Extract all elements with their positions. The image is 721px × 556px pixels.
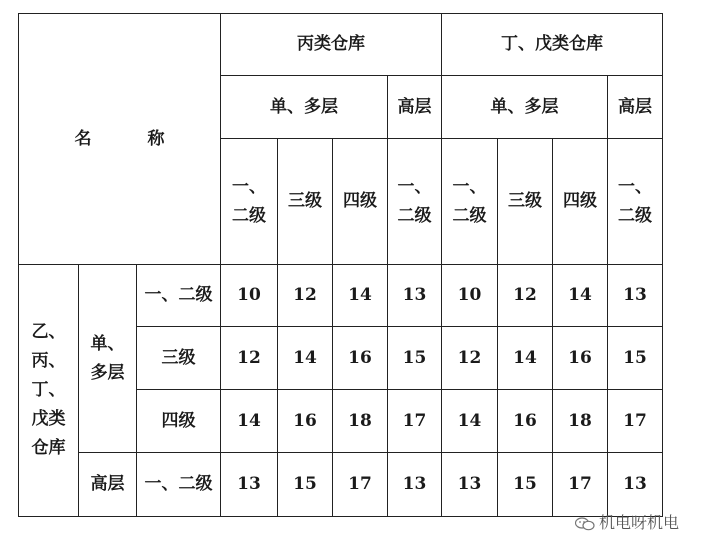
row-grade-label: 四级: [137, 390, 221, 453]
table-cell: 17: [333, 453, 388, 517]
table-cell: 14: [498, 327, 553, 390]
table-cell: 15: [278, 453, 333, 517]
table-cell: 12: [498, 265, 553, 327]
grade-header-dingwu-3: 三级: [498, 139, 553, 265]
grade-header-bing-high-12: 一、 二级: [388, 139, 442, 265]
wechat-icon: [575, 517, 595, 531]
row-grade-label: 一、二级: [137, 265, 221, 327]
sub-header-dingwu-multi: 单、多层: [442, 76, 608, 139]
row-high-label: 高层: [79, 453, 137, 517]
table-cell: 10: [221, 265, 278, 327]
grade-header-bing-12: 一、 二级: [221, 139, 278, 265]
row-category-label: 乙、 丙、 丁、 戊类 仓库: [19, 265, 79, 517]
table-cell: 15: [388, 327, 442, 390]
table-cell: 14: [553, 265, 608, 327]
table-cell: 14: [442, 390, 498, 453]
table-cell: 14: [221, 390, 278, 453]
table-cell: 18: [333, 390, 388, 453]
table-cell: 17: [388, 390, 442, 453]
table-cell: 15: [608, 327, 663, 390]
row-multi-label: 单、 多层: [79, 265, 137, 453]
grade-header-dingwu-high-12: 一、 二级: [608, 139, 663, 265]
group-header-bing: 丙类仓库: [221, 14, 442, 76]
table-cell: 12: [278, 265, 333, 327]
watermark: [575, 510, 679, 533]
table-cell: 13: [608, 265, 663, 327]
table-cell: 15: [498, 453, 553, 517]
table-cell: 16: [553, 327, 608, 390]
sub-header-dingwu-high: 高层: [608, 76, 663, 139]
sub-header-bing-high: 高层: [388, 76, 442, 139]
table-cell: 17: [608, 390, 663, 453]
table-cell: 16: [333, 327, 388, 390]
sub-header-bing-multi: 单、多层: [221, 76, 388, 139]
row-grade-label: 三级: [137, 327, 221, 390]
table-cell: 14: [333, 265, 388, 327]
table-cell: 13: [388, 265, 442, 327]
table-cell: 13: [388, 453, 442, 517]
group-header-dingwu: 丁、戊类仓库: [442, 14, 663, 76]
table-cell: 13: [608, 453, 663, 517]
grade-header-dingwu-12: 一、 二级: [442, 139, 498, 265]
table-cell: 13: [221, 453, 278, 517]
table-cell: 12: [442, 327, 498, 390]
row-grade-label: 一、二级: [137, 453, 221, 517]
fire-distance-table: [18, 13, 663, 517]
table-cell: 16: [498, 390, 553, 453]
table-cell: 17: [553, 453, 608, 517]
table-cell: 18: [553, 390, 608, 453]
table-cell: 10: [442, 265, 498, 327]
grade-header-dingwu-4: 四级: [553, 139, 608, 265]
table-cell: 13: [442, 453, 498, 517]
grade-header-bing-3: 三级: [278, 139, 333, 265]
table-cell: 16: [278, 390, 333, 453]
watermark-text: 机电呀机电: [599, 513, 680, 532]
name-header-left: 名: [74, 128, 92, 149]
table-cell: 14: [278, 327, 333, 390]
grade-header-bing-4: 四级: [333, 139, 388, 265]
name-header-cell: [19, 14, 221, 265]
name-header-right: 称: [147, 128, 165, 149]
table-cell: 12: [221, 327, 278, 390]
